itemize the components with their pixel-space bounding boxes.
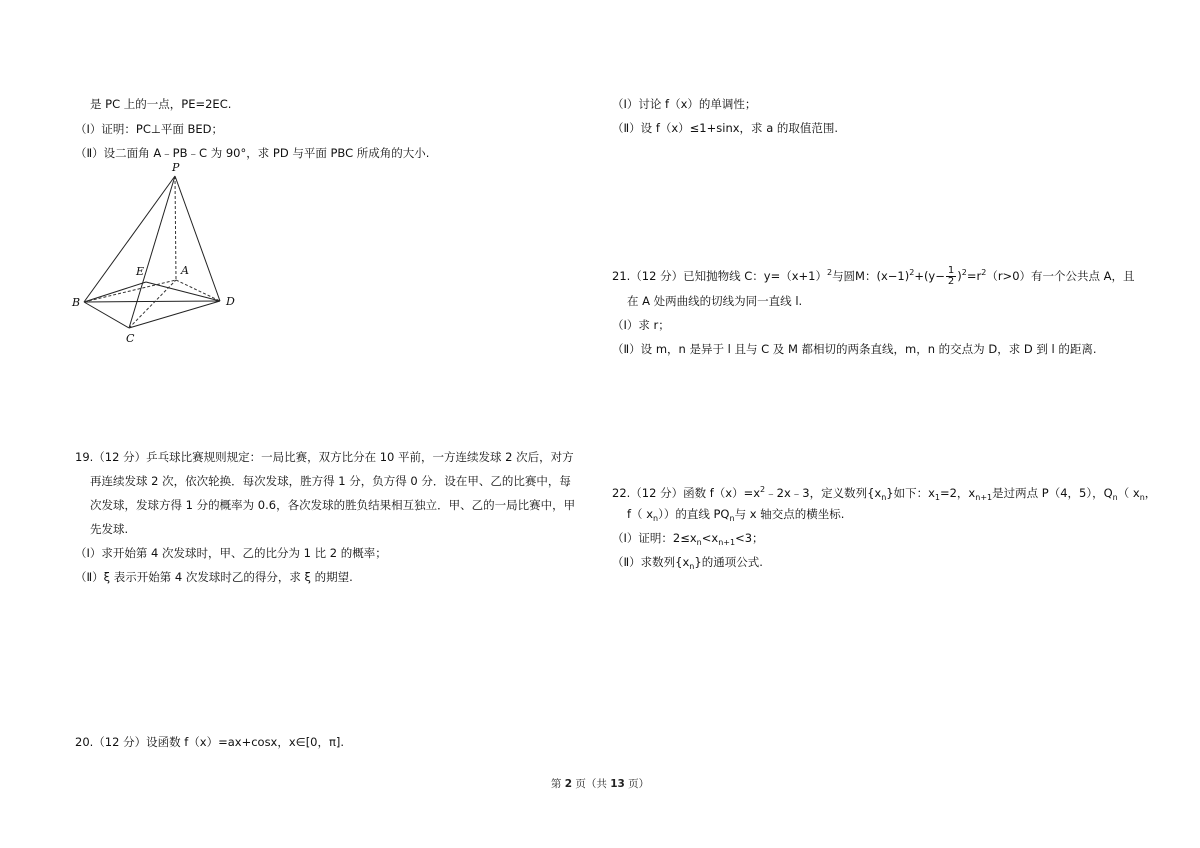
q21-part2: （Ⅱ）设 m，n 是异于 l 且与 C 及 M 都相切的两条直线，m，n 的交点为 D，求 D 到 l 的距离.	[612, 342, 1097, 356]
q22-text: 与 x 轴交点的横坐标.	[734, 507, 845, 521]
q21-part1: （Ⅰ）求 r；	[612, 318, 670, 332]
segment-BD	[84, 301, 220, 302]
label-B: B	[72, 296, 81, 309]
q19-stem-line4: 先发球.	[90, 522, 129, 536]
q22-text: <x	[701, 531, 719, 545]
q18-continuation-text: 是 PC 上的一点，PE=2EC.	[90, 97, 232, 111]
q20-part1: （Ⅰ）讨论 f（x）的单调性；	[612, 97, 757, 111]
q22-part2	[612, 554, 763, 575]
q22-text: f（ x	[627, 507, 654, 521]
label-D: D	[226, 295, 235, 308]
q22-sub: n+1	[975, 493, 993, 502]
q22-text: ，	[1144, 486, 1157, 500]
q21-exp1: 2	[826, 268, 833, 277]
q22-text: }的通项公式.	[694, 555, 763, 569]
q21-frac-den: 2	[947, 276, 955, 287]
pyramid-figure	[60, 160, 250, 350]
q22-sub: n	[729, 514, 735, 523]
q21-stem-line2: 在 A 处两曲线的切线为同一直线 l.	[627, 294, 803, 308]
q22-sub: n	[696, 538, 702, 547]
q22-text: <3；	[735, 531, 764, 545]
footer-total-pages: 13	[610, 778, 625, 790]
q22-sub: n	[1112, 493, 1118, 502]
footer-text: 第	[550, 778, 565, 790]
q21-plus: +(y−	[914, 269, 945, 283]
q21-mid: 与圆M：(x−1)	[832, 269, 910, 283]
q21-exp3: 2	[961, 268, 967, 277]
q22-text: 是过两点 P（4，5），Q	[992, 486, 1113, 500]
q22-sub: n	[1139, 493, 1145, 502]
q22-sub: 1	[934, 493, 940, 502]
page-footer	[0, 776, 1200, 791]
edge-PA-hidden	[175, 176, 176, 280]
q22-sup: 2	[760, 485, 766, 494]
q21-prefix: 21.（12 分）已知抛物线 C：y=（x+1）	[612, 269, 827, 283]
q21-eq: =r	[966, 269, 982, 283]
q21-exp2: 2	[909, 268, 915, 277]
q22-text: ﹣2x﹣3，定义数列{x	[765, 486, 882, 500]
q21-suffix: （r>0）有一个公共点 A，且	[986, 269, 1135, 283]
footer-text: 页（共	[572, 778, 611, 790]
q19-part1: （Ⅰ）求开始第 4 次发球时，甲、乙的比分为 1 比 2 的概率；	[75, 546, 387, 560]
q20-stem: 20.（12 分）设函数 f（x）=ax+cosx，x∈[0，π].	[75, 735, 345, 749]
q22-part1	[612, 530, 764, 551]
footer-text: 页）	[624, 778, 650, 790]
q22-stem-line1	[612, 482, 1156, 506]
edge-BC	[84, 302, 129, 328]
q22-text: （Ⅱ）求数列{x	[612, 555, 690, 569]
edge-PB	[84, 176, 175, 302]
q21-exp4: 2	[981, 268, 987, 277]
q22-text: （Ⅰ）证明：2≤x	[612, 531, 697, 545]
q19-stem-line2: 再连续发球 2 次，依次轮换．每次发球，胜方得 1 分，负方得 0 分．设在甲、乙的比赛中，每	[90, 474, 571, 488]
q22-sub: n+1	[718, 538, 736, 547]
q21-fraction	[946, 266, 956, 287]
q21-frac-num: 1	[947, 265, 955, 276]
q22-stem-line2	[627, 506, 844, 527]
label-A: A	[181, 264, 189, 277]
q19-stem-line3: 次发球，发球方得 1 分的概率为 0.6，各次发球的胜负结果相互独立．甲、乙的一局比赛中，甲	[90, 498, 576, 512]
segment-BE	[84, 282, 146, 302]
label-E: E	[136, 265, 145, 278]
label-P: P	[172, 161, 180, 174]
q21-stem-line1	[612, 265, 1135, 287]
footer-page-number: 2	[564, 778, 572, 790]
q22-sub: n	[881, 493, 887, 502]
q22-text: }如下：x	[886, 486, 935, 500]
q22-sub: n	[653, 514, 659, 523]
edge-CD	[129, 301, 220, 328]
q22-text: 22.（12 分）函数 f（x）=x	[612, 486, 761, 500]
q22-text: =2，x	[939, 486, 976, 500]
q22-text: （ x	[1117, 486, 1140, 500]
q22-sub: n	[689, 562, 695, 571]
q21-close: )	[957, 269, 962, 283]
q18-part1: （Ⅰ）证明：PC⊥平面 BED；	[75, 122, 224, 136]
q20-part2: （Ⅱ）设 f（x）≤1+sinx，求 a 的取值范围.	[612, 121, 839, 135]
label-C: C	[126, 332, 135, 345]
q18-part2: （Ⅱ）设二面角 A﹣PB﹣C 为 90°，求 PD 与平面 PBC 所成角的大小.	[75, 146, 430, 160]
q22-text: ））的直线 PQ	[658, 507, 730, 521]
q19-part2: （Ⅱ）ξ 表示开始第 4 次发球时乙的得分，求 ξ 的期望.	[75, 570, 353, 584]
q19-stem-line1: 19.（12 分）乒乓球比赛规则规定：一局比赛，双方比分在 10 平前，一方连续发球 2 次后，对方	[75, 450, 574, 464]
